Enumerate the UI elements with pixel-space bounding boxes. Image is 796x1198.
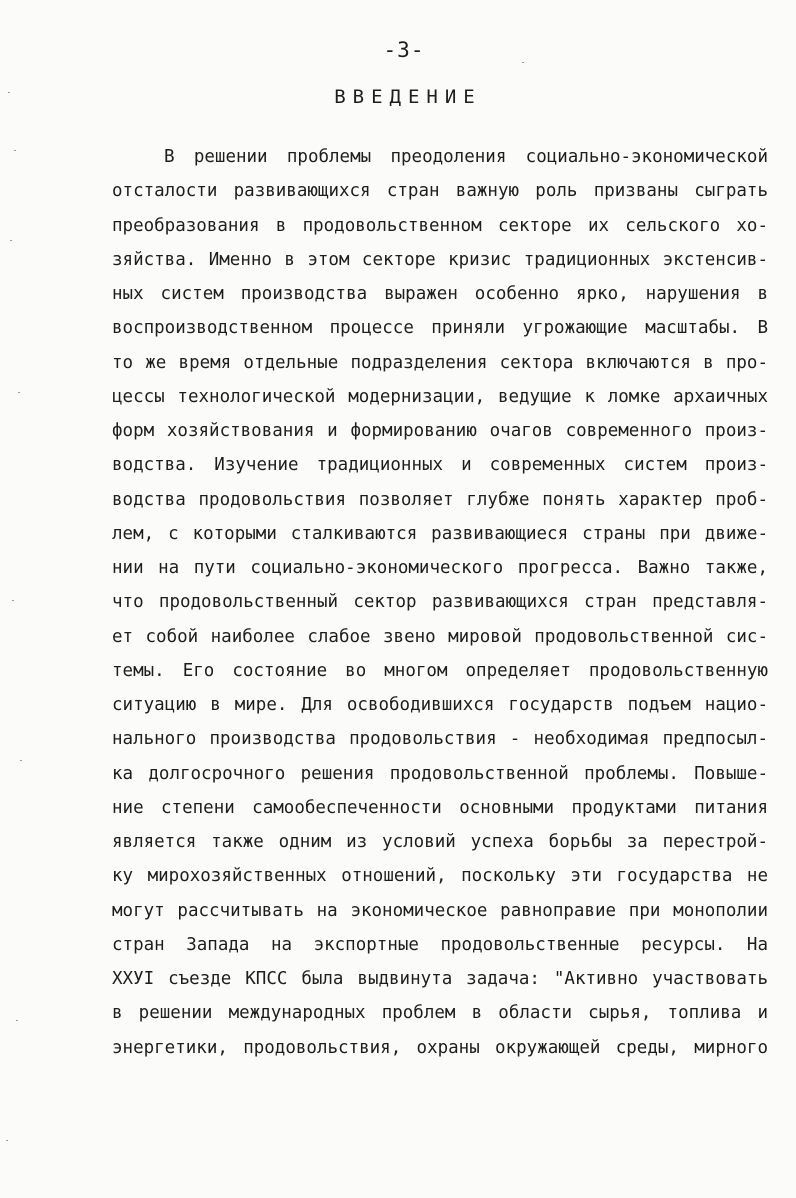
text-line: ку мирохозяйственных отношений, поскольку эти государства не xyxy=(112,866,768,887)
scan-speck xyxy=(14,150,16,151)
text-line: водства продовольствия позволяет глубже понять характер проб- xyxy=(112,489,768,510)
text-line: могут рассчитывать на экономическое равноправие при монополии xyxy=(112,900,768,921)
text-line: энергетики, продовольствия, охраны окружающей среды, мирного xyxy=(112,1037,768,1058)
text-line: ние степени самообеспеченности основными продуктами питания xyxy=(112,797,768,818)
scan-speck xyxy=(18,392,20,393)
text-line: то же время отдельные подразделения сектора включаются в про- xyxy=(112,352,768,373)
section-heading: ВВЕДЕНИЕ xyxy=(334,86,482,108)
scan-speck xyxy=(12,600,14,601)
page-number: -3- xyxy=(383,38,425,62)
text-line: воспроизводственном процессе приняли угрожающие масштабы. В xyxy=(112,318,768,339)
scan-speck xyxy=(6,1140,8,1141)
text-line: нии на пути социально-экономического прогресса. Важно также, xyxy=(112,558,768,578)
text-line: ных систем производства выражен особенно ярко, нарушения в xyxy=(112,284,768,304)
text-line: что продовольственный сектор развивающихся стран представля- xyxy=(112,592,768,613)
text-line: в решении международных проблем в области сырья, топлива и xyxy=(112,1003,768,1024)
text-line: темы. Его состояние во многом определяет продовольственную xyxy=(112,660,768,681)
scan-speck xyxy=(10,240,12,241)
text-line: лем, с которыми сталкиваются развивающиеся страны при движе- xyxy=(112,523,768,544)
text-line: нального производства продовольствия - необходимая предпосыл- xyxy=(112,729,768,750)
text-line: отсталости развивающихся стран важную роль призваны сыграть xyxy=(112,181,768,202)
text-line: цессы технологической модернизации, ведущие к ломке архаичных xyxy=(112,386,768,407)
text-line: ка долгосрочного решения продовольственной проблемы. Повыше- xyxy=(112,763,768,784)
body-text xyxy=(112,140,768,1065)
text-line: преобразования в продовольственном секторе их сельского хо- xyxy=(112,215,768,236)
text-line: является также одним из условий успеха борьбы за перестрой- xyxy=(112,832,768,852)
text-line: ет собой наиболее слабое звено мировой продовольственной сис- xyxy=(112,626,768,647)
scan-speck xyxy=(16,1020,18,1021)
text-line: зяйства. Именно в этом секторе кризис традиционных экстенсив- xyxy=(112,249,768,270)
scan-speck xyxy=(522,62,524,63)
text-line: XXУI съезде КПСС была выдвинута задача: "Активно участвовать xyxy=(112,969,768,989)
text-line: В решении проблемы преодоления социально-экономической xyxy=(164,147,768,167)
text-line: водства. Изучение традиционных и современных систем произ- xyxy=(112,455,768,476)
text-line: ситуацию в мире. Для освободившихся государств подъем нацио- xyxy=(112,695,768,715)
scan-speck xyxy=(20,760,22,761)
scan-speck xyxy=(8,92,10,93)
text-line: форм хозяйствования и формированию очагов современного произ- xyxy=(112,421,768,441)
text-line: стран Запада на экспортные продовольственные ресурсы. На xyxy=(112,934,768,955)
